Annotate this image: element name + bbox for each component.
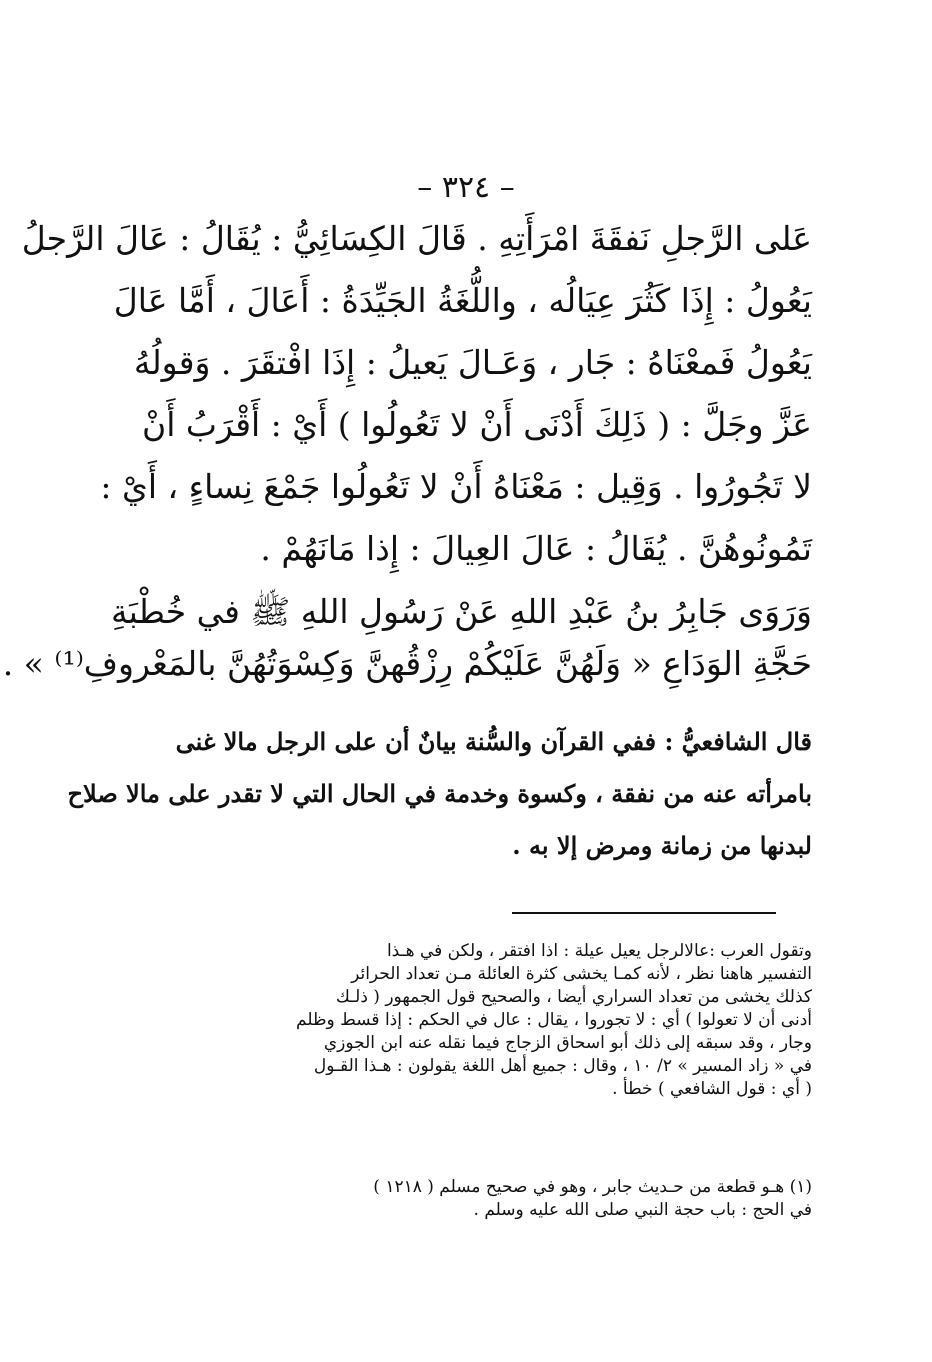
text-line: لبدنها من زمانة ومرض إلا به . xyxy=(512,831,812,860)
footnote-1 xyxy=(120,1176,812,1222)
text-line: يَعُولُ : إِذَا كَثُرَ عِيَالُه ، واللُّغَةُ الجَيِّدَةُ : أَعَالَ ، أَمَّا عَالَ xyxy=(113,281,812,320)
footnote-line: كذلك يخشى من تعداد السراري أيضا ، والصحيح قول الجمهور ( ذلـك xyxy=(335,987,812,1007)
text-line: عَزَّ وجَلَّ : ( ذَلِكَ أَدْنَى أَنْ لا تَعُولُوا ) أَيْ : أَقْرَبُ أَنْ xyxy=(142,405,812,444)
text-line: وَرَوَى جَابِرُ بنُ عَبْدِ اللهِ عَنْ رَسُولِ اللهِ ﷺ في خُطْبَةِ xyxy=(110,592,812,631)
footnote-line: أدنى أن لا تعولوا ) أي : لا تجوروا ، يقال : عال في الحكم : إذا قسط وظلم xyxy=(296,1010,812,1030)
text-line: حَجَّةِ الوَدَاعِ « وَلَهُنَّ عَلَيْكُمْ رِزْقُهنَّ وَكِسْوَتُهُنَّ بالمَعْروفِ⁽¹⁾ » . xyxy=(2,644,812,683)
text-line: بامرأته عنه من نفقة ، وكسوة وخدمة في الحال التي لا تقدر على مالا صلاح xyxy=(67,779,812,808)
footnote-commentary xyxy=(120,940,812,1101)
footnote-line: ( أي : قول الشافعي ) خطأ . xyxy=(612,1079,812,1099)
page-number: – ٣٢٤ – xyxy=(417,170,515,205)
footnote-line: (١) هـو قطعة من حـديث جابر ، وهو في صحيح مسلم ( ١٢١٨ ) xyxy=(373,1177,812,1197)
footnote-line: وتقول العرب :عالالرجل يعيل عيلة : اذا افتقر ، ولكن في هـذا xyxy=(386,941,812,961)
text-line: لا تَجُورُوا . وَقِيل : مَعْنَاهُ أَنْ لا تَعُولُوا جَمْعَ نِساءٍ ، أَيْ : xyxy=(100,467,812,506)
text-line: يَعُولُ فَمعْنَاهُ : جَار ، وَعَـالَ يَعيلُ : إِذَا افْتقَرَ . وَقولُهُ xyxy=(133,343,812,382)
footnote-line: في « زاد المسير » ٢/ ١٠ ، وقال : جميع أهل اللغة يقولون : هـذا القـول xyxy=(313,1056,812,1076)
main-paragraph xyxy=(21,208,812,580)
shafii-paragraph xyxy=(67,716,812,872)
text-line: قال الشافعيُّ : ففي القرآن والسُّنة بيانٌ أن على الرجل مالا غنى xyxy=(175,727,812,756)
footnote-line: وجار ، وقد سبقه إلى ذلك أبو اسحاق الزجاج فيما نقله عنه ابن الجوزي xyxy=(323,1033,812,1053)
hadith-paragraph xyxy=(2,586,812,690)
text-line: عَلى الرَّجلِ نَفقَةَ امْرَأَتِهِ . قَالَ الكِسَائِيُّ : يُقَالُ : عَالَ الرَّجلُ xyxy=(21,219,812,258)
footnote-line: في الحج : باب حجة النبي صلى الله عليه وسلم . xyxy=(473,1200,812,1220)
footnote-line: التفسير هاهنا نظر ، لأنه كمـا يخشى كثرة العائلة مـن تعداد الحرائر xyxy=(351,964,812,984)
footnote-separator xyxy=(512,912,776,914)
text-line: تَمُونُوهُنَّ . يُقَالُ : عَالَ العِيالَ : إِذا مَانَهُمْ . xyxy=(260,529,812,568)
